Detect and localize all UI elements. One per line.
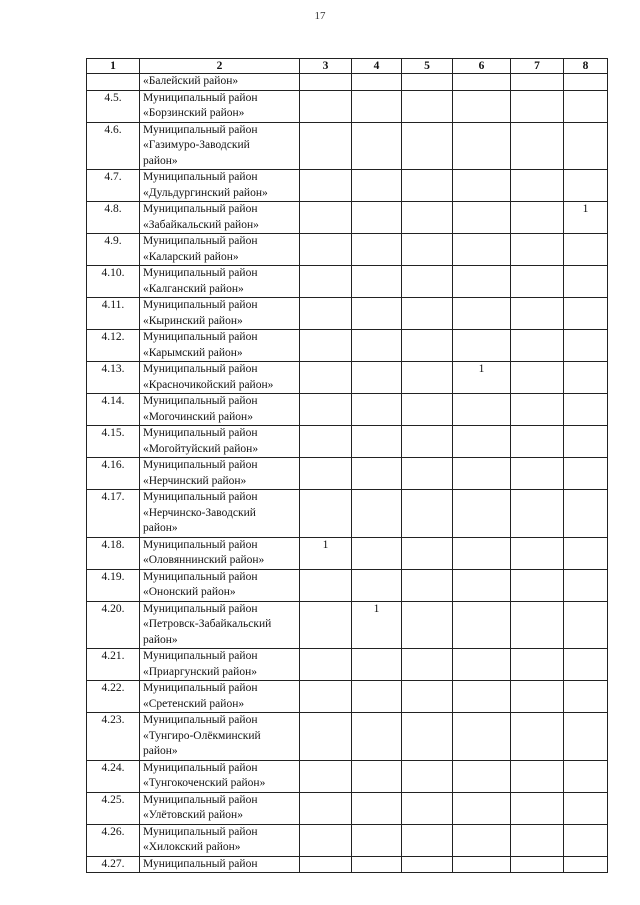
row-number: 4.13. bbox=[87, 362, 140, 394]
value-cell bbox=[564, 490, 608, 538]
value-cell bbox=[300, 362, 352, 394]
value-cell bbox=[402, 649, 453, 681]
value-cell bbox=[511, 569, 564, 601]
row-number: 4.9. bbox=[87, 234, 140, 266]
row-number: 4.17. bbox=[87, 490, 140, 538]
value-cell bbox=[453, 266, 511, 298]
value-cell bbox=[402, 234, 453, 266]
value-cell bbox=[300, 122, 352, 170]
value-cell bbox=[564, 601, 608, 649]
value-cell bbox=[511, 458, 564, 490]
value-cell bbox=[300, 760, 352, 792]
value-cell bbox=[300, 426, 352, 458]
district-name: Муниципальный район «Газимуро-Заводский район» bbox=[140, 122, 300, 170]
row-number: 4.19. bbox=[87, 569, 140, 601]
value-cell bbox=[511, 713, 564, 761]
value-cell bbox=[352, 713, 402, 761]
value-cell bbox=[564, 362, 608, 394]
value-cell bbox=[352, 170, 402, 202]
district-name: Муниципальный район «Дульдургинский район» bbox=[140, 170, 300, 202]
value-cell bbox=[352, 569, 402, 601]
table-row bbox=[87, 90, 608, 122]
value-cell bbox=[352, 824, 402, 856]
value-cell bbox=[564, 760, 608, 792]
value-cell bbox=[402, 74, 453, 91]
value-cell bbox=[511, 426, 564, 458]
district-name: Муниципальный район «Оловяннинский район» bbox=[140, 537, 300, 569]
table-body bbox=[87, 74, 608, 873]
value-cell bbox=[511, 202, 564, 234]
value-cell bbox=[402, 760, 453, 792]
row-number: 4.16. bbox=[87, 458, 140, 490]
table-row bbox=[87, 330, 608, 362]
district-name: Муниципальный район «Ононский район» bbox=[140, 569, 300, 601]
table-row bbox=[87, 490, 608, 538]
col-header: 2 bbox=[140, 59, 300, 74]
value-cell bbox=[511, 394, 564, 426]
value-cell bbox=[564, 266, 608, 298]
value-cell bbox=[564, 713, 608, 761]
value-cell bbox=[402, 394, 453, 426]
value-cell bbox=[564, 792, 608, 824]
value-cell bbox=[300, 601, 352, 649]
value-cell bbox=[453, 394, 511, 426]
value-cell bbox=[564, 426, 608, 458]
value-cell bbox=[402, 426, 453, 458]
row-number: 4.8. bbox=[87, 202, 140, 234]
value-cell bbox=[300, 649, 352, 681]
value-cell bbox=[300, 681, 352, 713]
value-cell bbox=[564, 234, 608, 266]
value-cell bbox=[352, 394, 402, 426]
col-header: 1 bbox=[87, 59, 140, 74]
value-cell bbox=[300, 713, 352, 761]
value-cell bbox=[564, 856, 608, 873]
table-header-row bbox=[87, 59, 608, 74]
value-cell bbox=[564, 569, 608, 601]
value-cell bbox=[511, 681, 564, 713]
value-cell bbox=[352, 298, 402, 330]
value-cell bbox=[453, 537, 511, 569]
value-cell bbox=[352, 330, 402, 362]
value-cell bbox=[352, 760, 402, 792]
district-name: Муниципальный район «Кыринский район» bbox=[140, 298, 300, 330]
value-cell bbox=[402, 298, 453, 330]
value-cell bbox=[511, 824, 564, 856]
table-row bbox=[87, 856, 608, 873]
value-cell bbox=[511, 122, 564, 170]
value-cell bbox=[352, 234, 402, 266]
table-row bbox=[87, 74, 608, 91]
value-cell bbox=[564, 330, 608, 362]
row-number: 4.22. bbox=[87, 681, 140, 713]
value-cell bbox=[453, 202, 511, 234]
value-cell bbox=[453, 90, 511, 122]
value-cell bbox=[352, 266, 402, 298]
district-name: Муниципальный район «Красночикойский район» bbox=[140, 362, 300, 394]
table-row bbox=[87, 394, 608, 426]
table-row bbox=[87, 537, 608, 569]
value-cell bbox=[300, 266, 352, 298]
value-cell bbox=[352, 649, 402, 681]
district-name: «Балейский район» bbox=[140, 74, 300, 91]
value-cell bbox=[352, 792, 402, 824]
value-cell bbox=[300, 202, 352, 234]
value-cell bbox=[300, 298, 352, 330]
value-cell bbox=[402, 362, 453, 394]
value-cell bbox=[453, 298, 511, 330]
col-header: 4 bbox=[352, 59, 402, 74]
row-number: 4.12. bbox=[87, 330, 140, 362]
value-cell bbox=[402, 202, 453, 234]
value-cell: 1 bbox=[564, 202, 608, 234]
value-cell bbox=[352, 681, 402, 713]
table-row bbox=[87, 266, 608, 298]
value-cell bbox=[300, 90, 352, 122]
value-cell bbox=[300, 234, 352, 266]
value-cell: 1 bbox=[453, 362, 511, 394]
value-cell bbox=[453, 649, 511, 681]
district-name: Муниципальный район «Могочинский район» bbox=[140, 394, 300, 426]
col-header: 8 bbox=[564, 59, 608, 74]
district-name: Муниципальный район «Нерчинский район» bbox=[140, 458, 300, 490]
value-cell bbox=[453, 713, 511, 761]
value-cell bbox=[352, 74, 402, 91]
value-cell bbox=[300, 569, 352, 601]
value-cell bbox=[402, 330, 453, 362]
value-cell bbox=[300, 330, 352, 362]
value-cell bbox=[402, 266, 453, 298]
row-number: 4.6. bbox=[87, 122, 140, 170]
district-name: Муниципальный район «Забайкальский район» bbox=[140, 202, 300, 234]
value-cell bbox=[511, 298, 564, 330]
value-cell bbox=[511, 601, 564, 649]
value-cell bbox=[300, 74, 352, 91]
row-number: 4.23. bbox=[87, 713, 140, 761]
table-row bbox=[87, 298, 608, 330]
col-header: 5 bbox=[402, 59, 453, 74]
value-cell bbox=[352, 122, 402, 170]
district-name: Муниципальный район «Тунгокоченский район» bbox=[140, 760, 300, 792]
value-cell bbox=[511, 234, 564, 266]
district-name: Муниципальный район «Тунгиро-Олёкминский район» bbox=[140, 713, 300, 761]
row-number: 4.14. bbox=[87, 394, 140, 426]
value-cell bbox=[564, 824, 608, 856]
table-row bbox=[87, 122, 608, 170]
value-cell bbox=[453, 856, 511, 873]
value-cell bbox=[352, 490, 402, 538]
table-row bbox=[87, 824, 608, 856]
value-cell bbox=[564, 74, 608, 91]
value-cell bbox=[511, 760, 564, 792]
row-number bbox=[87, 74, 140, 91]
value-cell bbox=[352, 362, 402, 394]
value-cell bbox=[300, 792, 352, 824]
value-cell bbox=[300, 170, 352, 202]
value-cell bbox=[564, 649, 608, 681]
value-cell: 1 bbox=[352, 601, 402, 649]
value-cell bbox=[402, 537, 453, 569]
value-cell bbox=[564, 298, 608, 330]
value-cell bbox=[511, 90, 564, 122]
value-cell bbox=[402, 601, 453, 649]
value-cell bbox=[402, 569, 453, 601]
row-number: 4.18. bbox=[87, 537, 140, 569]
value-cell bbox=[511, 792, 564, 824]
district-name: Муниципальный район «Калганский район» bbox=[140, 266, 300, 298]
value-cell bbox=[402, 824, 453, 856]
district-name: Муниципальный район «Каларский район» bbox=[140, 234, 300, 266]
value-cell bbox=[352, 202, 402, 234]
value-cell bbox=[511, 170, 564, 202]
value-cell bbox=[402, 90, 453, 122]
row-number: 4.20. bbox=[87, 601, 140, 649]
value-cell bbox=[352, 856, 402, 873]
district-name: Муниципальный район «Борзинский район» bbox=[140, 90, 300, 122]
value-cell bbox=[511, 649, 564, 681]
value-cell bbox=[352, 458, 402, 490]
value-cell bbox=[453, 458, 511, 490]
value-cell bbox=[453, 330, 511, 362]
district-name: Муниципальный район «Приаргунский район» bbox=[140, 649, 300, 681]
table-row bbox=[87, 458, 608, 490]
table-row bbox=[87, 681, 608, 713]
row-number: 4.25. bbox=[87, 792, 140, 824]
row-number: 4.10. bbox=[87, 266, 140, 298]
value-cell bbox=[352, 90, 402, 122]
value-cell bbox=[402, 792, 453, 824]
value-cell bbox=[564, 537, 608, 569]
table-row bbox=[87, 569, 608, 601]
value-cell bbox=[453, 601, 511, 649]
value-cell bbox=[453, 760, 511, 792]
table-row bbox=[87, 649, 608, 681]
col-header: 7 bbox=[511, 59, 564, 74]
value-cell bbox=[564, 170, 608, 202]
value-cell bbox=[564, 122, 608, 170]
table-row bbox=[87, 760, 608, 792]
district-name: Муниципальный район «Хилокский район» bbox=[140, 824, 300, 856]
col-header: 3 bbox=[300, 59, 352, 74]
district-name: Муниципальный район bbox=[140, 856, 300, 873]
value-cell bbox=[300, 490, 352, 538]
row-number: 4.26. bbox=[87, 824, 140, 856]
value-cell bbox=[511, 266, 564, 298]
row-number: 4.27. bbox=[87, 856, 140, 873]
value-cell bbox=[453, 74, 511, 91]
table-row bbox=[87, 234, 608, 266]
district-name: Муниципальный район «Могойтуйский район» bbox=[140, 426, 300, 458]
row-number: 4.7. bbox=[87, 170, 140, 202]
value-cell bbox=[453, 569, 511, 601]
value-cell bbox=[564, 681, 608, 713]
district-name: Муниципальный район «Сретенский район» bbox=[140, 681, 300, 713]
value-cell bbox=[564, 90, 608, 122]
value-cell bbox=[511, 490, 564, 538]
value-cell bbox=[453, 792, 511, 824]
table-row bbox=[87, 426, 608, 458]
value-cell bbox=[402, 713, 453, 761]
row-number: 4.15. bbox=[87, 426, 140, 458]
value-cell bbox=[564, 458, 608, 490]
table-row bbox=[87, 362, 608, 394]
col-header: 6 bbox=[453, 59, 511, 74]
table-row bbox=[87, 713, 608, 761]
value-cell bbox=[453, 170, 511, 202]
district-name: Муниципальный район «Нерчинско-Заводский район» bbox=[140, 490, 300, 538]
value-cell bbox=[453, 681, 511, 713]
value-cell bbox=[300, 394, 352, 426]
value-cell bbox=[453, 824, 511, 856]
value-cell bbox=[300, 856, 352, 873]
district-name: Муниципальный район «Карымский район» bbox=[140, 330, 300, 362]
value-cell bbox=[300, 458, 352, 490]
row-number: 4.24. bbox=[87, 760, 140, 792]
value-cell bbox=[300, 824, 352, 856]
value-cell bbox=[402, 458, 453, 490]
table-row bbox=[87, 601, 608, 649]
value-cell bbox=[352, 426, 402, 458]
value-cell bbox=[402, 490, 453, 538]
table-row bbox=[87, 202, 608, 234]
value-cell bbox=[511, 330, 564, 362]
value-cell bbox=[402, 681, 453, 713]
value-cell bbox=[511, 362, 564, 394]
row-number: 4.11. bbox=[87, 298, 140, 330]
value-cell bbox=[352, 537, 402, 569]
value-cell: 1 bbox=[300, 537, 352, 569]
table-row bbox=[87, 792, 608, 824]
value-cell bbox=[402, 170, 453, 202]
value-cell bbox=[402, 122, 453, 170]
value-cell bbox=[453, 426, 511, 458]
page-number: 17 bbox=[314, 10, 326, 22]
row-number: 4.5. bbox=[87, 90, 140, 122]
value-cell bbox=[511, 537, 564, 569]
value-cell bbox=[453, 490, 511, 538]
value-cell bbox=[453, 122, 511, 170]
district-name: Муниципальный район «Петровск-Забайкальский район» bbox=[140, 601, 300, 649]
table-row bbox=[87, 170, 608, 202]
value-cell bbox=[453, 234, 511, 266]
row-number: 4.21. bbox=[87, 649, 140, 681]
value-cell bbox=[511, 856, 564, 873]
value-cell bbox=[564, 394, 608, 426]
district-name: Муниципальный район «Улётовский район» bbox=[140, 792, 300, 824]
districts-table bbox=[86, 58, 608, 873]
value-cell bbox=[402, 856, 453, 873]
value-cell bbox=[511, 74, 564, 91]
